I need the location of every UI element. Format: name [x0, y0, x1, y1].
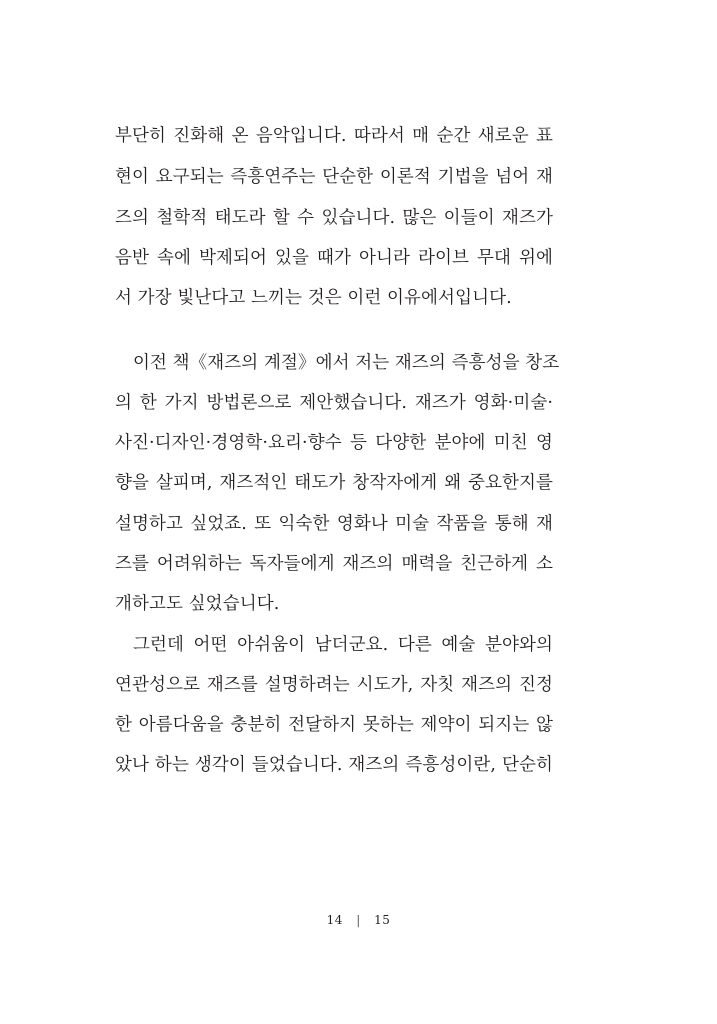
body-text-line: 설명하고 싶었죠. 또 익숙한 영화나 미술 작품을 통해 재 [115, 514, 553, 534]
body-text-line: 음반 속에 박제되어 있을 때가 아니라 라이브 무대 위에 [115, 248, 553, 268]
body-text-line: 았나 하는 생각이 들었습니다. 재즈의 즉흥성이란, 단순히 [115, 755, 553, 775]
body-text-line: 이전 책《재즈의 계절》에서 저는 재즈의 즉흥성을 창조 [133, 353, 560, 373]
body-text-line: 부단히 진화해 온 음악입니다. 따라서 매 순간 새로운 표 [115, 126, 553, 146]
body-text-line: 연관성으로 재즈를 설명하려는 시도가, 자칫 재즈의 진정 [115, 675, 553, 695]
body-text-line: 개하고도 싶었습니다. [115, 594, 280, 614]
body-text-line: 즈를 어려워하는 독자들에게 재즈의 매력을 친근하게 소 [115, 554, 553, 574]
body-text-line: 즈의 철학적 태도라 할 수 있습니다. 많은 이들이 재즈가 [115, 208, 553, 228]
body-text-line: 그런데 어떤 아쉬움이 남더군요. 다른 예술 분야와의 [133, 635, 553, 655]
body-text-line: 향을 살피며, 재즈적인 태도가 창작자에게 왜 중요한지를 [115, 473, 553, 493]
right-page-number: 15 [374, 913, 391, 927]
page-numbers [0, 912, 717, 928]
body-text-line: 현이 요구되는 즉흥연주는 단순한 이론적 기법을 넘어 재 [115, 167, 553, 187]
body-text-line: 사진·디자인·경영학·요리·향수 등 다양한 분야에 미친 영 [115, 433, 553, 453]
body-text-line: 서 가장 빛난다고 느끼는 것은 이런 이유에서입니다. [115, 288, 512, 308]
body-text-line: 의 한 가지 방법론으로 제안했습니다. 재즈가 영화·미술· [115, 393, 553, 413]
page-number-separator: | [356, 913, 361, 927]
left-page-number: 14 [326, 913, 343, 927]
body-text-line: 한 아름다움을 충분히 전달하지 못하는 제약이 되지는 않 [115, 715, 553, 735]
